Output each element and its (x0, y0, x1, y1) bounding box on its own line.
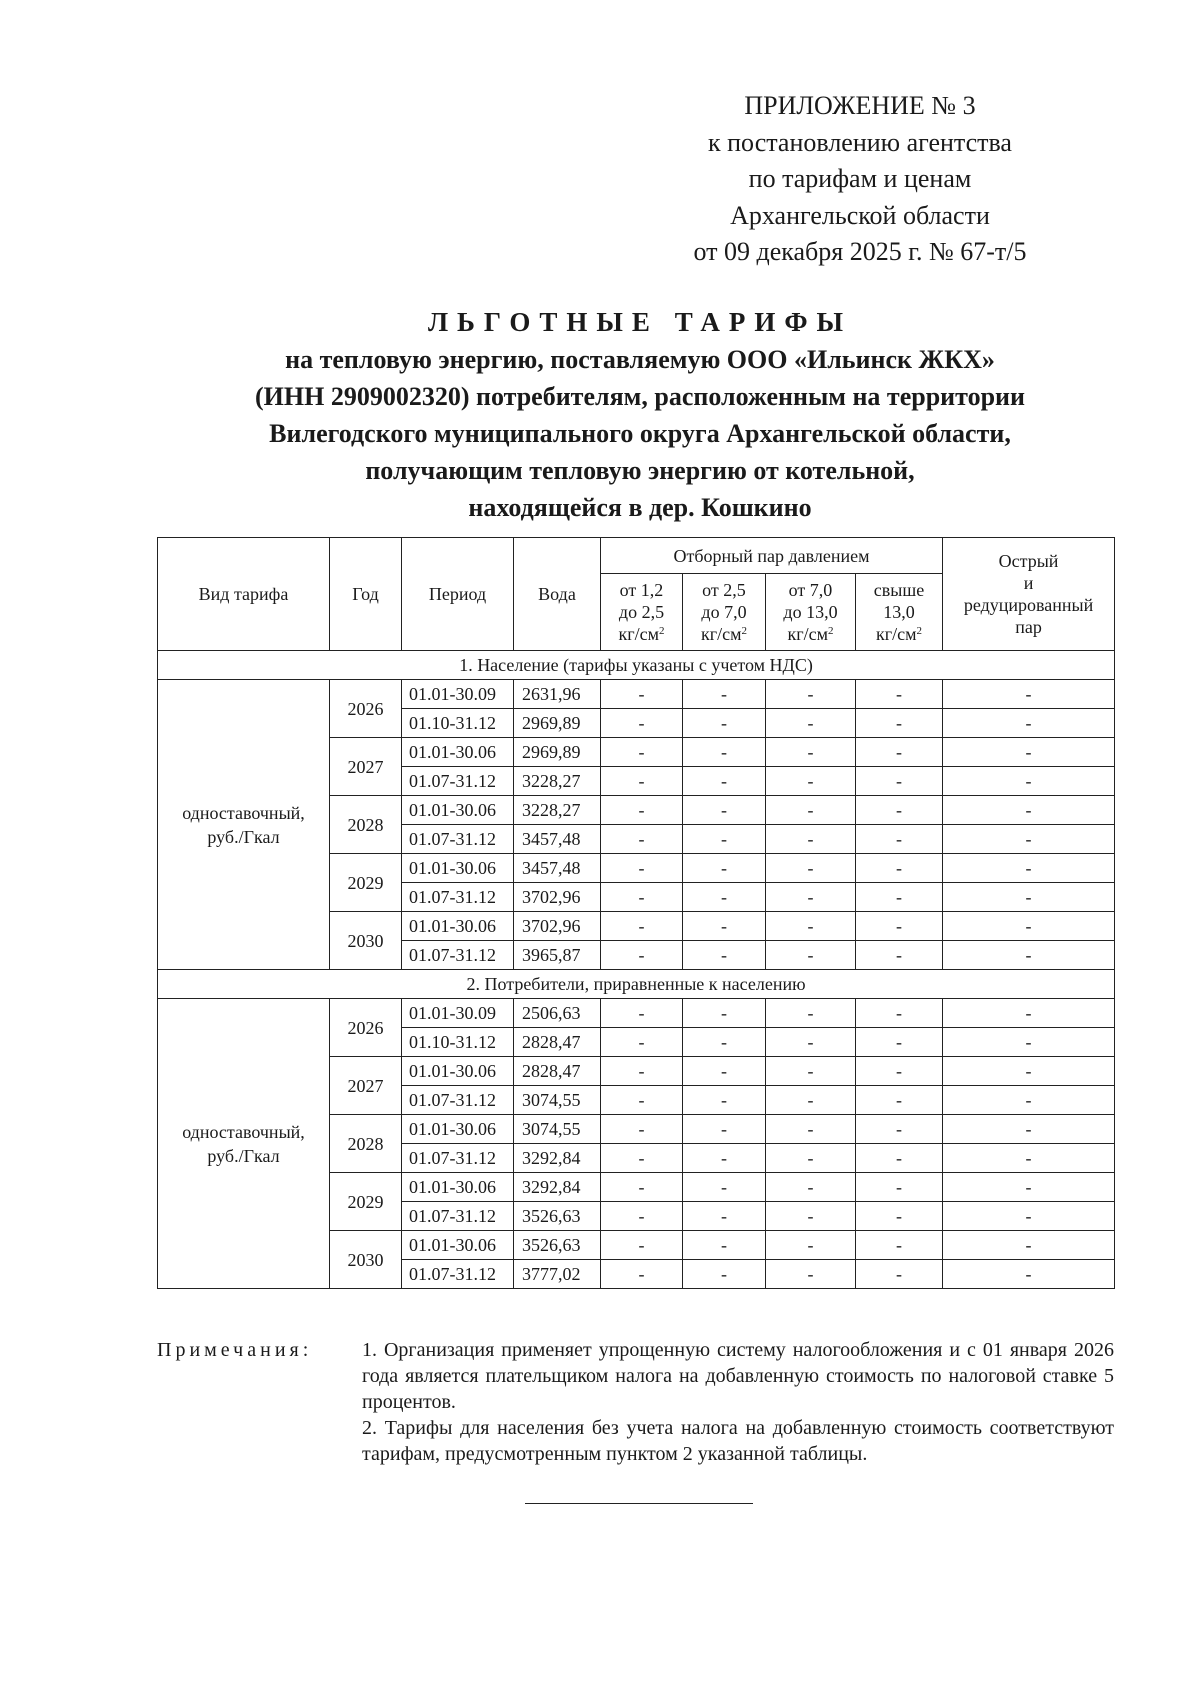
period-cell: 01.01-30.06 (402, 1115, 514, 1144)
section-title: 2. Потребители, приравненные к населению (158, 970, 1115, 999)
sharp-steam-cell: - (943, 767, 1115, 796)
header-pressure-line: от 7,0 (788, 580, 833, 600)
year-cell: 2026 (330, 999, 402, 1057)
period-cell: 01.07-31.12 (402, 1144, 514, 1173)
steam-value-cell: - (766, 1173, 856, 1202)
year-cell: 2028 (330, 1115, 402, 1173)
sharp-steam-cell: - (943, 709, 1115, 738)
steam-value-cell: - (683, 767, 766, 796)
steam-value-cell: - (683, 709, 766, 738)
steam-value-cell: - (601, 1115, 683, 1144)
steam-value-cell: - (856, 738, 943, 767)
steam-value-cell: - (601, 1231, 683, 1260)
table-body (158, 651, 1115, 1289)
water-value-cell: 3702,96 (514, 883, 601, 912)
steam-value-cell: - (766, 854, 856, 883)
steam-value-cell: - (766, 883, 856, 912)
title-line: на тепловую энергию, поставляемую ООО «Ильинск ЖКХ» (285, 345, 995, 374)
period-cell: 01.01-30.06 (402, 1231, 514, 1260)
steam-value-cell: - (856, 767, 943, 796)
header-tariff-type: Вид тарифа (158, 538, 330, 651)
steam-value-cell: - (683, 1057, 766, 1086)
tariff-type-line: одноставочный, (182, 1121, 305, 1142)
steam-value-cell: - (766, 680, 856, 709)
water-value-cell: 2828,47 (514, 1028, 601, 1057)
steam-value-cell: - (683, 1173, 766, 1202)
note-item: 2. Тарифы для населения без учета налога на добавленную стоимость соответствуют тарифам, предусмотренным пунктом 2 указанной таблицы. (362, 1417, 1114, 1465)
water-value-cell: 3457,48 (514, 825, 601, 854)
steam-value-cell: - (601, 767, 683, 796)
steam-value-cell: - (856, 854, 943, 883)
steam-value-cell: - (601, 825, 683, 854)
appendix-line: по тарифам и ценам (748, 164, 972, 193)
water-value-cell: 3526,63 (514, 1231, 601, 1260)
header-pressure-line: до 13,0 (783, 602, 838, 622)
header-pressure-3 (766, 574, 856, 651)
steam-value-cell: - (766, 1086, 856, 1115)
tariff-type-cell (158, 680, 330, 970)
period-cell: 01.07-31.12 (402, 767, 514, 796)
sharp-steam-cell: - (943, 825, 1115, 854)
steam-value-cell: - (601, 738, 683, 767)
steam-value-cell: - (683, 1144, 766, 1173)
header-year: Год (330, 538, 402, 651)
header-sharp-line: редуцированный (963, 595, 1094, 615)
header-pressure-2 (683, 574, 766, 651)
water-value-cell: 3228,27 (514, 796, 601, 825)
steam-value-cell: - (683, 999, 766, 1028)
steam-value-cell: - (766, 1231, 856, 1260)
notes-label: Примечания: (157, 1339, 313, 1361)
appendix-line: Архангельской области (730, 200, 990, 230)
steam-value-cell: - (683, 738, 766, 767)
year-cell: 2028 (330, 796, 402, 854)
steam-value-cell: - (856, 999, 943, 1028)
steam-value-cell: - (856, 1202, 943, 1231)
sharp-steam-cell: - (943, 1144, 1115, 1173)
sharp-steam-cell: - (943, 738, 1115, 767)
sharp-steam-cell: - (943, 1231, 1115, 1260)
year-cell: 2029 (330, 1173, 402, 1231)
steam-value-cell: - (683, 1086, 766, 1115)
steam-value-cell: - (766, 796, 856, 825)
steam-value-cell: - (766, 738, 856, 767)
tariff-table (157, 537, 1115, 1289)
header-pressure-line: 13,0 (883, 602, 915, 622)
sharp-steam-cell: - (943, 1028, 1115, 1057)
appendix-line: ПРИЛОЖЕНИЕ № 3 (744, 91, 976, 120)
water-value-cell: 3228,27 (514, 767, 601, 796)
appendix-line: от 09 декабря 2025 г. № 67-т/5 (693, 237, 1027, 266)
steam-value-cell: - (683, 1260, 766, 1289)
sharp-steam-cell: - (943, 680, 1115, 709)
steam-value-cell: - (766, 825, 856, 854)
steam-value-cell: - (766, 912, 856, 941)
steam-value-cell: - (601, 1260, 683, 1289)
tariff-type-line: одноставочный, (182, 802, 305, 823)
steam-value-cell: - (601, 912, 683, 941)
water-value-cell: 3074,55 (514, 1115, 601, 1144)
steam-value-cell: - (766, 1202, 856, 1231)
water-value-cell: 2969,89 (514, 738, 601, 767)
title-line: находящейся в дер. Кошкино (468, 493, 812, 522)
header-pressure-line: от 1,2 (619, 580, 664, 600)
sharp-steam-cell: - (943, 912, 1115, 941)
steam-value-cell: - (856, 1057, 943, 1086)
period-cell: 01.10-31.12 (402, 709, 514, 738)
period-cell: 01.07-31.12 (402, 825, 514, 854)
year-cell: 2029 (330, 854, 402, 912)
year-cell: 2030 (330, 912, 402, 970)
title-line: Вилегодского муниципального округа Архангельской области, (269, 419, 1011, 448)
steam-value-cell: - (766, 941, 856, 970)
steam-value-cell: - (683, 883, 766, 912)
period-cell: 01.01-30.06 (402, 912, 514, 941)
header-sharp-line: и (1023, 573, 1034, 593)
steam-value-cell: - (856, 796, 943, 825)
header-sharp-line: Острый (998, 551, 1059, 571)
steam-value-cell: - (683, 1231, 766, 1260)
steam-value-cell: - (856, 1115, 943, 1144)
table-header (158, 538, 1115, 651)
steam-value-cell: - (601, 680, 683, 709)
sharp-steam-cell: - (943, 1115, 1115, 1144)
steam-value-cell: - (856, 1231, 943, 1260)
period-cell: 01.01-30.06 (402, 1173, 514, 1202)
sharp-steam-cell: - (943, 1173, 1115, 1202)
steam-value-cell: - (766, 1115, 856, 1144)
steam-value-cell: - (856, 680, 943, 709)
period-cell: 01.01-30.09 (402, 999, 514, 1028)
steam-value-cell: - (601, 1028, 683, 1057)
header-pressure-unit: $кг/см^2$ (876, 624, 923, 644)
sharp-steam-cell: - (943, 941, 1115, 970)
steam-value-cell: - (856, 941, 943, 970)
steam-value-cell: - (683, 825, 766, 854)
steam-value-cell: - (856, 1260, 943, 1289)
period-cell: 01.01-30.06 (402, 738, 514, 767)
header-pressure-unit: $кг/см^2$ (787, 624, 834, 644)
period-cell: 01.01-30.09 (402, 680, 514, 709)
steam-value-cell: - (766, 1057, 856, 1086)
header-pressure-unit: $кг/см^2$ (700, 624, 747, 644)
water-value-cell: 2828,47 (514, 1057, 601, 1086)
water-value-cell: 3526,63 (514, 1202, 601, 1231)
steam-value-cell: - (766, 709, 856, 738)
period-cell: 01.01-30.06 (402, 854, 514, 883)
year-cell: 2030 (330, 1231, 402, 1289)
sharp-steam-cell: - (943, 1057, 1115, 1086)
header-pressure-4 (856, 574, 943, 651)
header-sharp-steam (943, 538, 1115, 651)
steam-value-cell: - (601, 709, 683, 738)
steam-value-cell: - (683, 1115, 766, 1144)
sharp-steam-cell: - (943, 883, 1115, 912)
steam-value-cell: - (683, 680, 766, 709)
header-pressure-unit: $кг/см^2$ (618, 624, 665, 644)
title-main: ЛЬГОТНЫЕ ТАРИФЫ (427, 307, 853, 337)
closing-rule (525, 1503, 753, 1504)
table-row (158, 999, 1115, 1028)
appendix-header (650, 88, 1070, 271)
steam-value-cell: - (856, 1028, 943, 1057)
steam-value-cell: - (766, 767, 856, 796)
steam-value-cell: - (601, 796, 683, 825)
title-line: (ИНН 2909002320) потребителям, расположенным на территории (254, 382, 1025, 411)
period-cell: 01.07-31.12 (402, 1260, 514, 1289)
sharp-steam-cell: - (943, 1260, 1115, 1289)
steam-value-cell: - (601, 1173, 683, 1202)
steam-value-cell: - (683, 1028, 766, 1057)
water-value-cell: 3074,55 (514, 1086, 601, 1115)
steam-value-cell: - (856, 1144, 943, 1173)
year-cell: 2026 (330, 680, 402, 738)
sharp-steam-cell: - (943, 854, 1115, 883)
header-sharp-line: пар (1015, 617, 1042, 637)
steam-value-cell: - (856, 912, 943, 941)
steam-value-cell: - (766, 999, 856, 1028)
steam-value-cell: - (856, 1086, 943, 1115)
sharp-steam-cell: - (943, 1202, 1115, 1231)
steam-value-cell: - (856, 825, 943, 854)
steam-value-cell: - (601, 883, 683, 912)
sharp-steam-cell: - (943, 999, 1115, 1028)
period-cell: 01.01-30.06 (402, 1057, 514, 1086)
steam-value-cell: - (601, 999, 683, 1028)
header-pressure-1 (601, 574, 683, 651)
period-cell: 01.01-30.06 (402, 796, 514, 825)
water-value-cell: 2506,63 (514, 999, 601, 1028)
water-value-cell: 3965,87 (514, 941, 601, 970)
period-cell: 01.07-31.12 (402, 941, 514, 970)
water-value-cell: 3292,84 (514, 1173, 601, 1202)
steam-value-cell: - (601, 854, 683, 883)
header-pressure-line: от 2,5 (702, 580, 746, 600)
header-steam-group: Отборный пар давлением (601, 538, 943, 574)
header-period: Период (402, 538, 514, 651)
steam-value-cell: - (856, 883, 943, 912)
water-value-cell: 3457,48 (514, 854, 601, 883)
notes-body (362, 1337, 1114, 1467)
period-cell: 01.07-31.12 (402, 883, 514, 912)
tariff-type-line: руб./Гкал (207, 826, 280, 847)
period-cell: 01.07-31.12 (402, 1086, 514, 1115)
steam-value-cell: - (856, 709, 943, 738)
steam-value-cell: - (683, 854, 766, 883)
steam-value-cell: - (683, 796, 766, 825)
steam-value-cell: - (601, 1202, 683, 1231)
water-value-cell: 3777,02 (514, 1260, 601, 1289)
steam-value-cell: - (766, 1144, 856, 1173)
period-cell: 01.07-31.12 (402, 1202, 514, 1231)
sharp-steam-cell: - (943, 796, 1115, 825)
section-row (158, 970, 1115, 999)
tariff-type-cell (158, 999, 330, 1289)
steam-value-cell: - (683, 1202, 766, 1231)
steam-value-cell: - (766, 1028, 856, 1057)
steam-value-cell: - (601, 1144, 683, 1173)
header-water: Вода (514, 538, 601, 651)
water-value-cell: 2969,89 (514, 709, 601, 738)
section-title: 1. Население (тарифы указаны с учетом НДС) (158, 651, 1115, 680)
water-value-cell: 3702,96 (514, 912, 601, 941)
steam-value-cell: - (856, 1173, 943, 1202)
header-pressure-line: свыше (873, 580, 925, 600)
header-pressure-line: до 7,0 (701, 602, 747, 622)
steam-value-cell: - (601, 1057, 683, 1086)
header-pressure-line: до 2,5 (618, 602, 665, 622)
note-item: 1. Организация применяет упрощенную систему налогообложения и с 01 января 2026 года является плательщиком налога на добавленную стоимость по налоговой ставке 5 процентов. (362, 1339, 1114, 1413)
section-row (158, 651, 1115, 680)
water-value-cell: 2631,96 (514, 680, 601, 709)
steam-value-cell: - (601, 1086, 683, 1115)
year-cell: 2027 (330, 1057, 402, 1115)
appendix-line: к постановлению агентства (708, 127, 1012, 157)
year-cell: 2027 (330, 738, 402, 796)
sharp-steam-cell: - (943, 1086, 1115, 1115)
period-cell: 01.10-31.12 (402, 1028, 514, 1057)
table-row (158, 680, 1115, 709)
steam-value-cell: - (601, 941, 683, 970)
steam-value-cell: - (683, 912, 766, 941)
title-line: получающим тепловую энергию от котельной, (365, 456, 915, 485)
steam-value-cell: - (683, 941, 766, 970)
document-title (120, 304, 1160, 526)
steam-value-cell: - (766, 1260, 856, 1289)
tariff-type-line: руб./Гкал (207, 1145, 280, 1166)
water-value-cell: 3292,84 (514, 1144, 601, 1173)
